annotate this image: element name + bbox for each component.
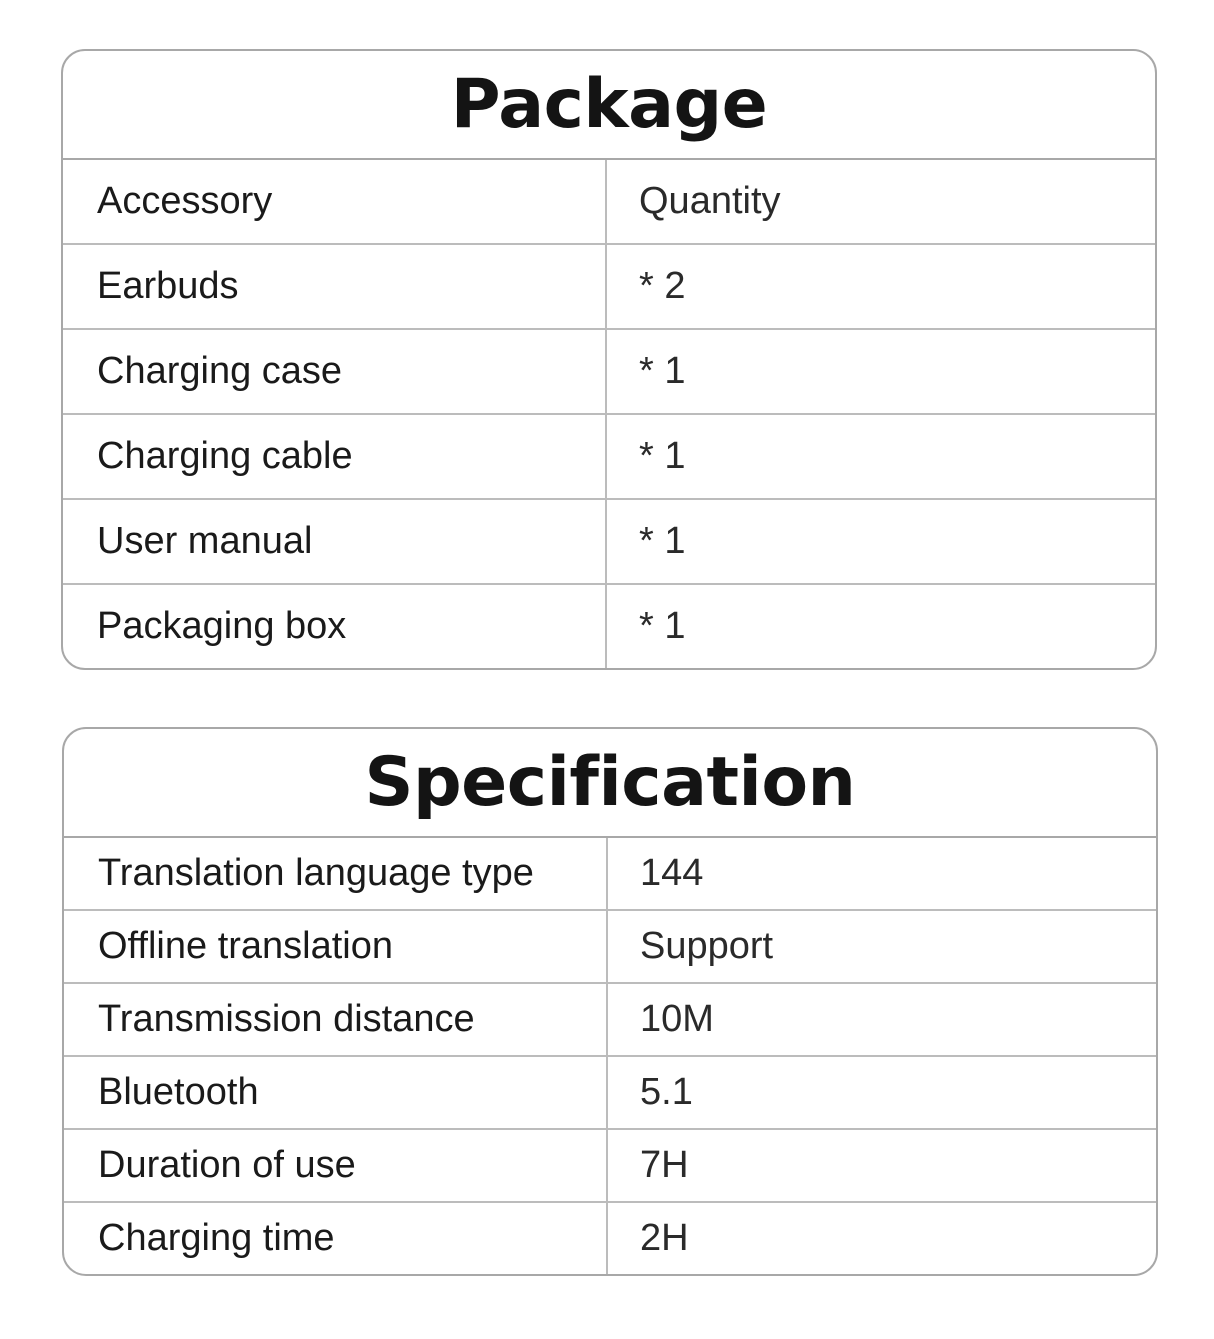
table-row: [64, 1130, 1156, 1203]
item-quantity: * 1: [639, 520, 686, 562]
package-table: [61, 49, 1157, 670]
item-quantity: * 1: [639, 605, 686, 647]
spec-value: Support: [640, 925, 774, 967]
specification-table: [62, 727, 1158, 1276]
spec-label: Translation language type: [64, 838, 608, 909]
spec-value: 144: [640, 852, 704, 894]
spec-value: 2H: [640, 1217, 689, 1259]
item-label: Earbuds: [63, 245, 607, 328]
table-row: [63, 245, 1155, 330]
spec-value: 10M: [640, 998, 714, 1040]
spec-value: 7H: [640, 1144, 689, 1186]
accessory-header: Accessory: [63, 160, 607, 243]
spec-value: 5.1: [640, 1071, 693, 1113]
package-title: Package: [63, 51, 1155, 160]
spec-label: Charging time: [64, 1203, 608, 1274]
item-label: Charging cable: [63, 415, 607, 498]
quantity-header: Quantity: [639, 180, 781, 222]
spec-label: Bluetooth: [64, 1057, 608, 1128]
table-row: [63, 585, 1155, 668]
table-row: [63, 415, 1155, 500]
table-row: [64, 1203, 1156, 1274]
spec-label: Duration of use: [64, 1130, 608, 1201]
specification-title: Specification: [64, 729, 1156, 838]
table-row: [64, 1057, 1156, 1130]
item-label: Charging case: [63, 330, 607, 413]
item-label: Packaging box: [63, 585, 607, 668]
table-row: [64, 984, 1156, 1057]
table-row: [63, 500, 1155, 585]
table-row: [64, 911, 1156, 984]
spec-label: Transmission distance: [64, 984, 608, 1055]
item-quantity: * 1: [639, 350, 686, 392]
item-label: User manual: [63, 500, 607, 583]
item-quantity: * 1: [639, 435, 686, 477]
table-row: [63, 330, 1155, 415]
spec-label: Offline translation: [64, 911, 608, 982]
table-row: [64, 838, 1156, 911]
item-quantity: * 2: [639, 265, 686, 307]
table-row: [63, 160, 1155, 245]
